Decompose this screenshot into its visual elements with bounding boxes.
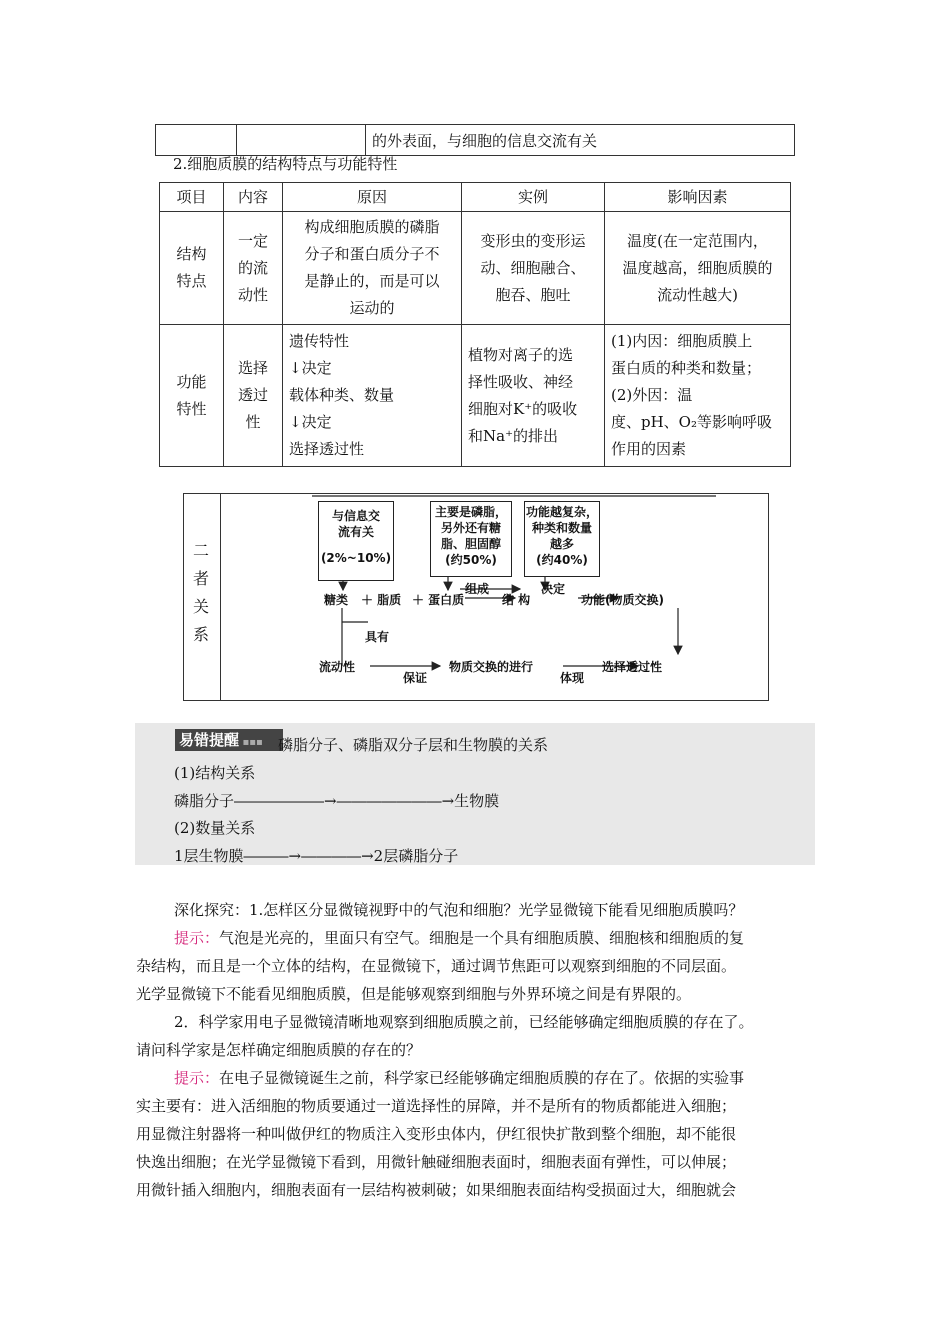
selective-label: 选择透过性 (602, 660, 663, 674)
question-2-line: 请问科学家是怎样确定细胞质膜的存在的？ (136, 1041, 422, 1059)
sugar-label: 糖类 (324, 593, 349, 607)
reminder-line: (2)数量关系 (174, 819, 256, 837)
table-cell (237, 125, 366, 156)
exchange-label: 物质交换的进行 (449, 660, 534, 674)
table-row (160, 212, 791, 325)
table-cell: 结构 特点 (160, 212, 224, 325)
header-cell: 内容 (224, 183, 283, 212)
reminder-line: 磷脂分子――――――→―――――――→生物膜 (174, 792, 500, 810)
diagram-side-label: 二 者 关 系 (184, 494, 221, 700)
table-cell: 的外表面，与细胞的信息交流有关 (366, 125, 795, 156)
question-2: 2．科学家用电子显微镜清晰地观察到细胞质膜之前，已经能够确定细胞质膜的存在了。 (174, 1013, 754, 1031)
answer-1: 提示：气泡是光亮的，里面只有空气。细胞是一个具有细胞质膜、细胞核和细胞质的复 (174, 929, 745, 947)
info-exchange-box: 与信息交 流有关 (2%~10%) (318, 501, 394, 581)
table-row (160, 325, 791, 467)
reminder-line: (1)结构关系 (174, 764, 256, 782)
embody-label: 体现 (560, 671, 585, 685)
table-cell: 一定 的流 动性 (224, 212, 283, 325)
table-cell: 选择 透过 性 (224, 325, 283, 467)
compose-label: 组成 (465, 582, 490, 596)
protein-box: 功能越复杂， 种类和数量 越多 (约40%) (524, 501, 600, 577)
hint-label: 提示： (174, 929, 220, 947)
header-cell: 项目 (160, 183, 224, 212)
reminder-badge: 易错提醒 ▪▪▪ (175, 729, 283, 751)
question-1: 深化探究：1.怎样区分显微镜视野中的气泡和细胞？光学显微镜下能看见细胞质膜吗？ (174, 901, 744, 919)
answer-2-line: 用微针插入细胞内，细胞表面有一层结构被刺破；如果细胞表面结构受损面过大，细胞就会 (136, 1181, 737, 1199)
section-title: 2.细胞质膜的结构特点与功能特性 (173, 155, 398, 173)
answer-2: 提示：在电子显微镜诞生之前，科学家已经能够确定细胞质膜的存在了。依据的实验事 (174, 1069, 745, 1087)
reminder-line: 1层生物膜―――→――――→2层磷脂分子 (174, 847, 459, 865)
table-cell: 温度(在一定范围内， 温度越高，细胞质膜的 流动性越大) (605, 212, 791, 325)
answer-2-line: 实主要有：进入活细胞的物质要通过一道选择性的屏障，并不是所有的物质都能进入细胞； (136, 1097, 737, 1115)
table-cell: 功能 特性 (160, 325, 224, 467)
structure-label: 结 构 (502, 593, 531, 607)
answer-2-line: 快逸出细胞；在光学显微镜下看到，用微针触碰细胞表面时，细胞表面有弹性，可以伸展； (136, 1153, 737, 1171)
header-cell: 原因 (283, 183, 462, 212)
answer-2-line: 用显微注射器将一种叫做伊红的物质注入变形虫体内，伊红很快扩散到整个细胞，却不能很 (136, 1125, 737, 1143)
protein-label: ＋ 蛋白质 (412, 593, 465, 607)
decide-label: 决定 (541, 582, 566, 596)
function-label: 功能(物质交换) (581, 593, 664, 607)
table-cell: 构成细胞质膜的磷脂 分子和蛋白质分子不 是静止的，而是可以 运动的 (283, 212, 462, 325)
table-header-row (160, 183, 791, 212)
header-cell: 实例 (462, 183, 605, 212)
relationship-diagram (183, 493, 769, 701)
membrane-table (159, 182, 791, 467)
guarantee-label: 保证 (403, 671, 428, 685)
header-cell: 影响因素 (605, 183, 791, 212)
table-cell: 变形虫的变形运 动、细胞融合、 胞吞、胞吐 (462, 212, 605, 325)
reminder-title: 磷脂分子、磷脂双分子层和生物膜的关系 (278, 736, 549, 754)
table-fragment (155, 124, 795, 156)
fluidity-label: 流动性 (319, 660, 356, 674)
table-cell (156, 125, 237, 156)
table-cell: 遗传特性 ↓决定 载体种类、数量 ↓决定 选择透过性 (283, 325, 462, 467)
error-reminder-box (135, 723, 815, 865)
have-label: 具有 (365, 630, 390, 644)
lipid-box: 主要是磷脂， 另外还有糖 脂、胆固醇 (约50%) (430, 501, 512, 577)
answer-1-line: 光学显微镜下不能看见细胞质膜，但是能够观察到细胞与外界环境之间是有界限的。 (136, 985, 692, 1003)
hint-label: 提示： (174, 1069, 220, 1087)
lipid-label: ＋ 脂质 (361, 593, 402, 607)
answer-1-line: 杂结构，而且是一个立体的结构，在显微镜下，通过调节焦距可以观察到细胞的不同层面。 (136, 957, 737, 975)
table-cell: (1)内因：细胞质膜上 蛋白质的种类和数量； (2)外因：温 度、pH、O₂等影响呼吸 作用的因素 (605, 325, 791, 467)
table-cell: 植物对离子的选 择性吸收、神经 细胞对K⁺的吸收 和Na⁺的排出 (462, 325, 605, 467)
